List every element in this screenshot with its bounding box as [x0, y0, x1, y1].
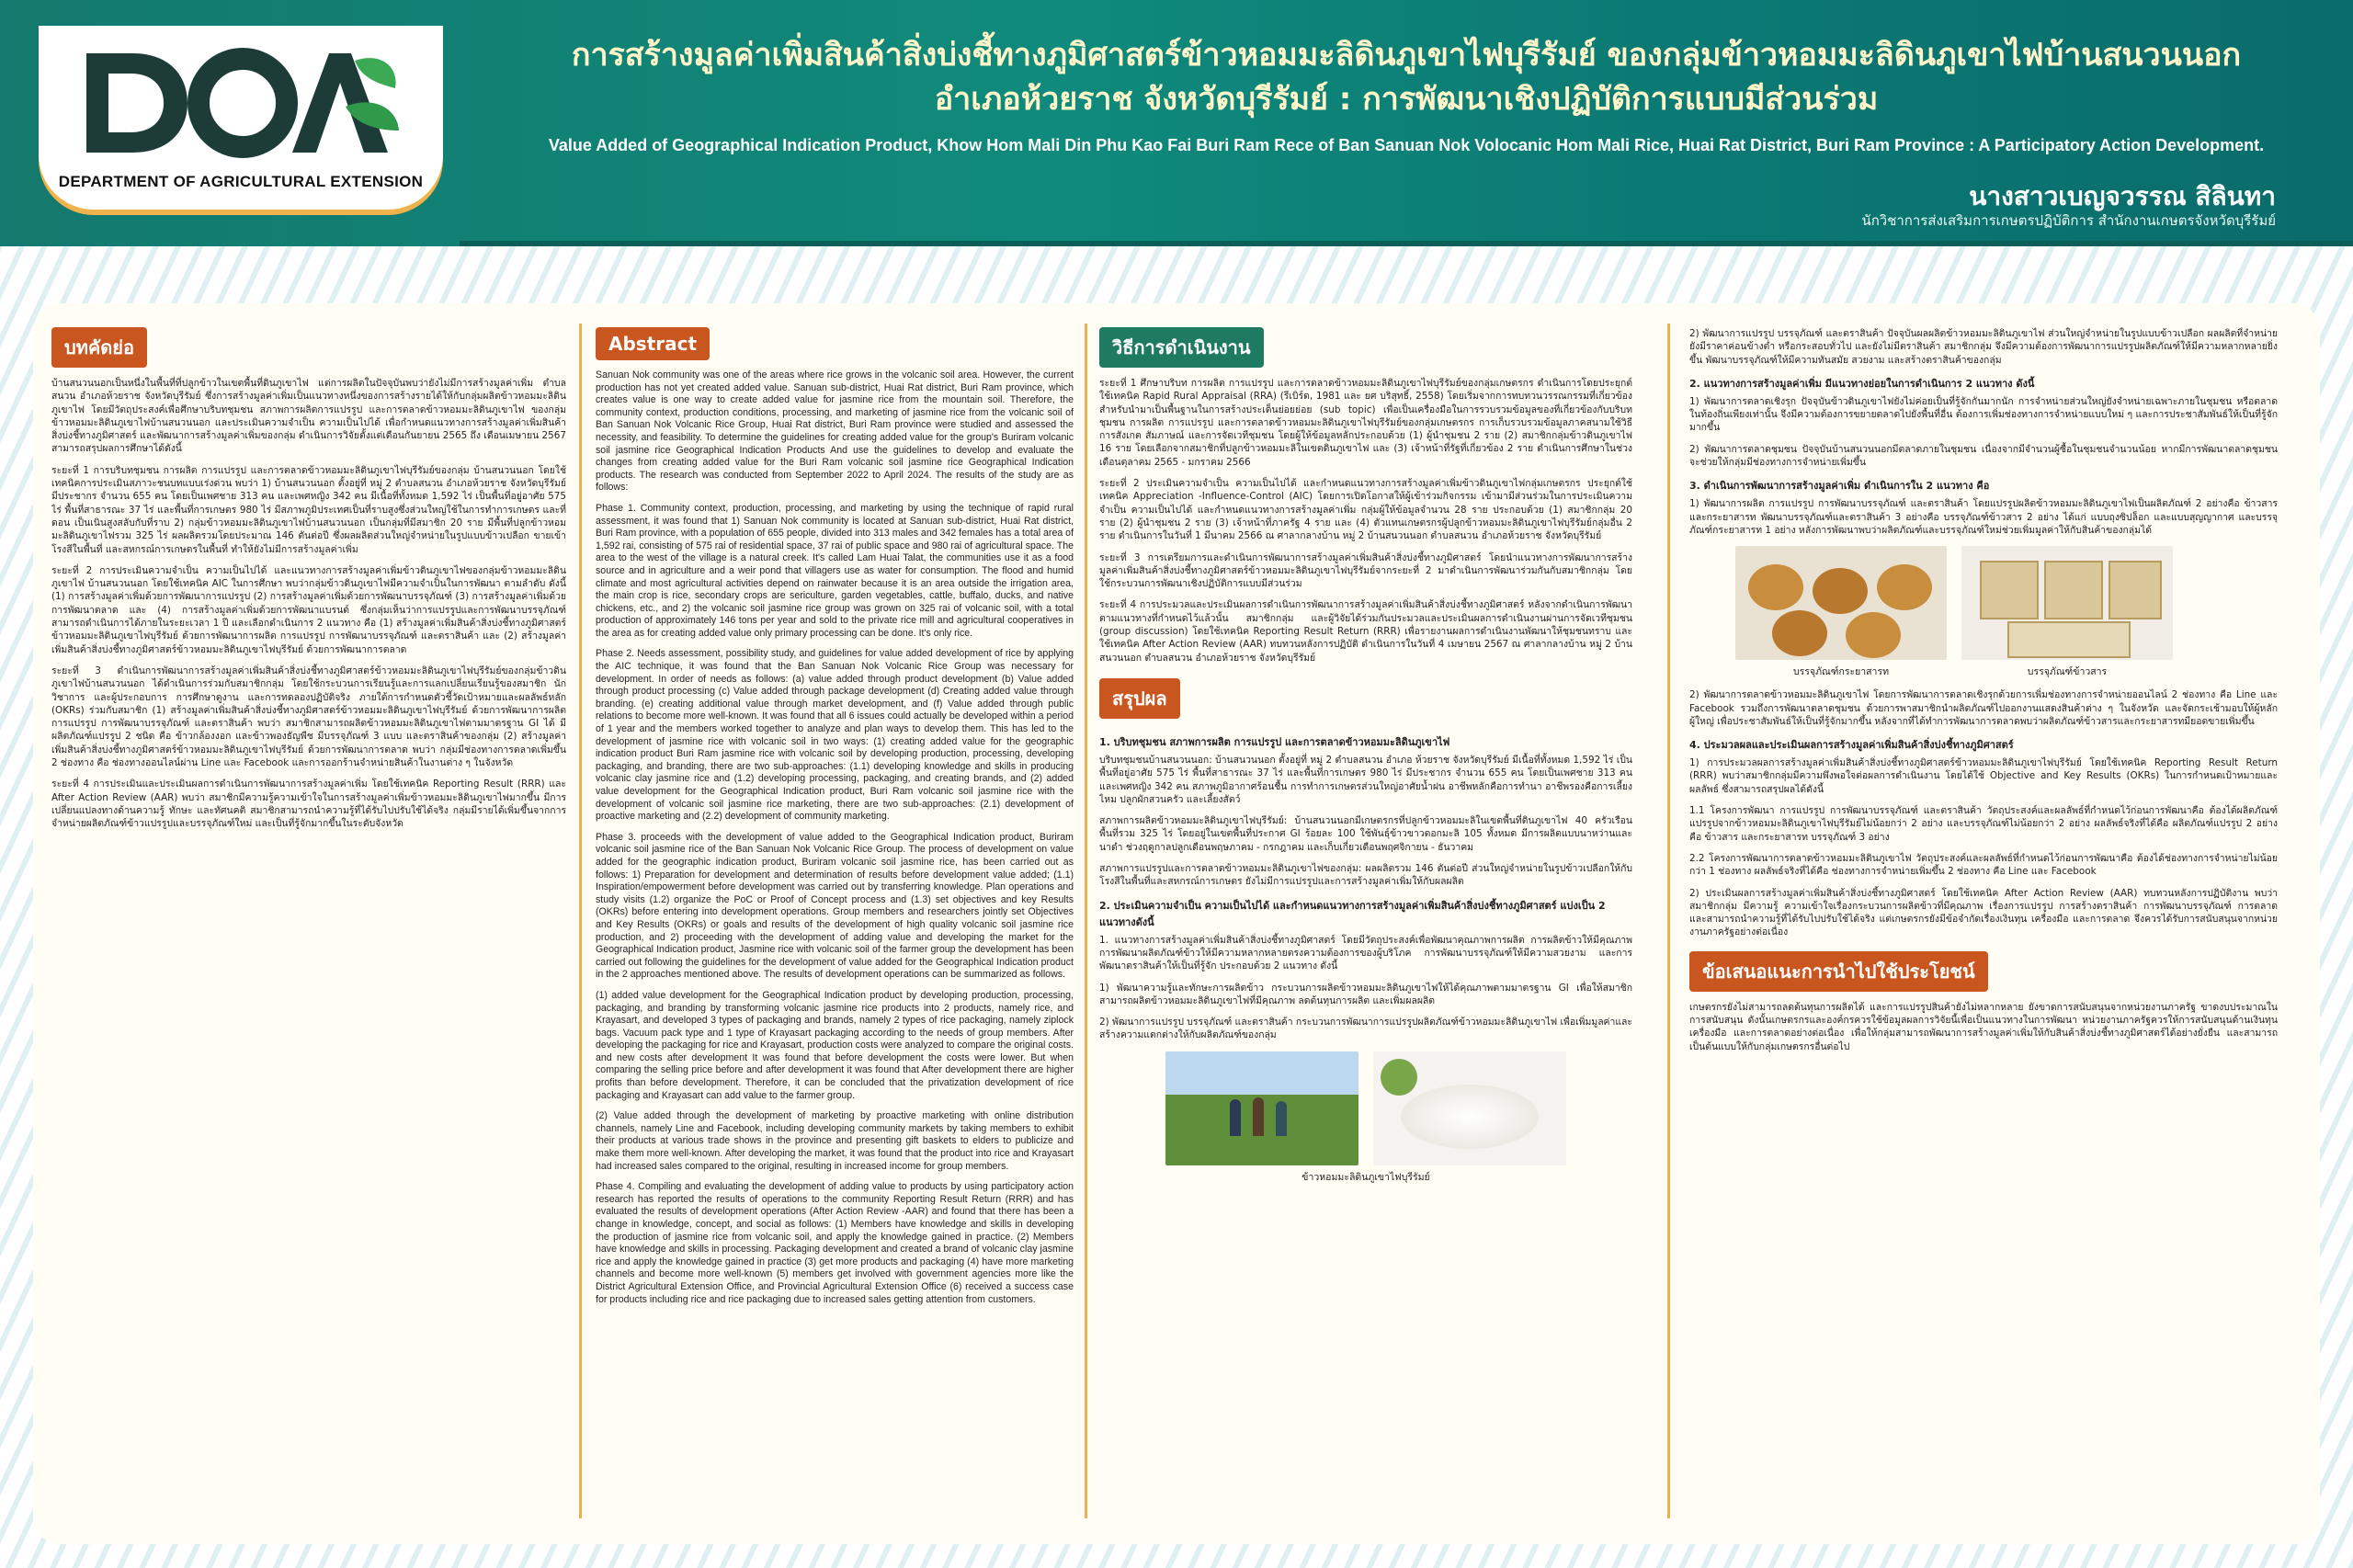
results-subheading: 3. ดำเนินการพัฒนาการสร้างมูลค่าเพิ่ม ดำเนินการใน 2 แนวทาง คือ	[1689, 480, 1990, 493]
column-divider	[1667, 324, 1670, 1518]
paragraph: ระยะที่ 2 ประเมินความจำเป็น ความเป็นไปได้ และกำหนดแนวทางการสร้างมูลค่าเพิ่มข้าวดินภูเขาไฟกลุ่มเกษตรกร ประยุกต์ใช้เทคนิค Appreciation -Influence-Control (AIC) โดยการเปิดโอกาสให้ผู้เข้าร่วมกิจกรรม เข้ามามีส่วนร่วมในการประเมินความจำเป็น ความเป็นไปได้ และกำหนดแนวทางการสร้างมูลค่าเพิ่ม กลุ่มผู้ให้ข้อมูลจำนวน 28 ราย ประกอบด้วย (1) สมาชิกกลุ่ม 20 ราย (2) ผู้นำชุมชน 2 ราย (3) เจ้าหน้าที่ภาครัฐ 4 ราย และ (4) ตัวแทนเกษตรกรผู้ปลูกข้าวหอมมะลิดินภูเขาไฟบุรีรัมย์กลุ่มอื่น 2 ราย ดำเนินการในวันที่ 1 มีนาคม 2566 ณ ศาลากลางบ้าน หมู่ 2 บ้านสนวนนอก ตำบลสนวน อำเภอห้วยราช จังหวัดบุรีรัมย์	[1099, 478, 1632, 542]
paragraph: สภาพการแปรรูปและการตลาดข้าวหอมมะลิดินภูเขาไฟของกลุ่ม: ผลผลิตรวม 146 ตันต่อปี ส่วนใหญ่จำหน่ายในรูปข้าวเปลือกให้กับโรงสีในพื้นที่และสหกรณ์การเกษตร ยังไม่มีการแปรรูปและการสร้างมูลค่าเพิ่มให้กับผลผลิต	[1099, 863, 1632, 888]
package-photo-row	[1735, 546, 2278, 660]
paragraph: Phase 1. Community context, production, processing, and marketing by using the technique of rapid rural assessment, it was found that 1) Sanuan Nok community is located at Sanuan sub-district, Huai Rat district, Buri Ram province, with a population of 655 people, divided into 313 males and 342 females has a total area of 1,592 rai, consisting of 575 rai of residential space, 37 rai of public space and 980 rai of agricultural space. The area to the west of the village is a natural creek. It's called Lam Huai Talat, the communities use it as a food source and in agriculture and a weir pond that villagers use as water for consumption. The flood and humid climate and most agricultural activities depend on rainwater because it is an area outside the irrigation area, the main crop is rice, secondary crops are sericulture, garden vegetables, cattle, buffalo, ducks, and native chickens, etc., and 2) the volcanic soil jasmine rice group was grown on 325 rai of volcanic soil, with a total production of approximately 146 tons per year and sold to the private rice mill and agricultural cooperatives in the area as for creating added value only primary processing can be done. It's only rice.	[596, 502, 1074, 639]
paragraph: 2.2 โครงการพัฒนาการตลาดข้าวหอมมะลิดินภูเขาไฟ วัตถุประสงค์และผลลัพธ์ที่กำหนดไว้ก่อนการพัฒนาคือ ต้องได้ช่องทางการจำหน่ายไม่น้อยกว่า 1 ช่องทาง ผลลัพธ์จริงที่ได้คือ ช่องทางการจำหน่ายเพิ่มขึ้น 2 ช่องทาง คือ Line และ Facebook	[1689, 852, 2278, 878]
paragraph: Phase 4. Compiling and evaluating the development of adding value to products by using participatory action research has reported the results of operations to the community Reporting Result Return (RRR) and has evaluated the results of development operations (After Action Review -AAR) and found that there has been a change in knowledge, concept, and social as follows: (1) Members have knowledge and skills in developing the production of jasmine rice from volcanic soil, and apply the knowledge gained in practice. (2) Members have knowledge and skills in processing. Packaging development and created a brand of volcanic clay jasmine rice and apply the knowledge gained in practice (3) get more products and packaging (4) have more marketing channels and become more well-known (5) members get involved with government agencies more like the District Agricultural Extension Office, and Provincial Agricultural Extension Office (6) received a success case for products including rice and rice packaging due to increased sales getting attention from customers.	[596, 1181, 1074, 1305]
paragraph: 2) พัฒนาการแปรรูป บรรจุภัณฑ์ และตราสินค้า กระบวนการพัฒนาการแปรรูปผลิตภัณฑ์ข้าวหอมมะลิดินภูเขาไฟ เพื่อเพิ่มมูลค่าและสร้างความแตกต่างให้กับผลิตภัณฑ์ของกลุ่ม	[1099, 1017, 1632, 1041]
paragraph: 1) การประมวลผลการสร้างมูลค่าเพิ่มสินค้าสิ่งบ่งชี้ทางภูมิศาสตร์ข้าวหอมมะลิดินภูเขาไฟบุรีรัมย์ โดยใช้เทคนิค Reporting Result Return (RRR) พบว่าสมาชิกกลุ่มมีความพึงพอใจต่อผลการดำเนินงาน โดยได้ใช้ Objective and Key Results (OKRs) ในการกำหนดเป้าหมายและผลลัพธ์ ซึ่งสามารถสรุปผลได้ดังนี้	[1689, 757, 2278, 795]
section-heading-recommendation: ข้อเสนอแนะการนำไปใช้ประโยชน์	[1689, 951, 1988, 992]
paragraph: 1.1 โครงการพัฒนา การแปรรูป การพัฒนาบรรจุภัณฑ์ และตราสินค้า วัตถุประสงค์และผลลัพธ์ที่กำหนดไว้ก่อนการพัฒนาคือ ต้องได้ผลิตภัณฑ์แปรรูปจากข้าวหอมมะลิดินภูเขาไฟบุรีรัมย์ไม่น้อยกว่า 2 อย่าง และบรรจุภัณฑ์ไม่น้อยกว่า 2 อย่าง ผลลัพธ์จริงที่ได้คือ ผลิตภัณฑ์แปรรูป 2 อย่าง คือ ข้าวสาร และกระยาสารท บรรจุภัณฑ์ 3 อย่าง	[1689, 805, 2278, 843]
paragraph: 1. แนวทางการสร้างมูลค่าเพิ่มสินค้าสิ่งบ่งชี้ทางภูมิศาสตร์ โดยมีวัตถุประสงค์เพื่อพัฒนาคุณภาพการผลิต การผลิตข้าวให้มีคุณภาพ การพัฒนาผลิตภัณฑ์ข้าวให้มีความหลากหลายตรงความต้องการของผู้บริโภค การพัฒนาบรรจุภัณฑ์ให้มีความสวยงาม และการพัฒนาตราสินค้าให้เป็นที่รู้จัก ประกอบด้วย 2 แนวทาง ดังนี้	[1099, 934, 1632, 972]
doae-logo	[39, 26, 443, 210]
paragraph: ระยะที่ 2 การประเมินความจำเป็น ความเป็นไปได้ และแนวทางการสร้างมูลค่าเพิ่มข้าวดินภูเขาไฟของกลุ่มข้าวหอมมะลิดินภูเขาไฟ บ้านสนวนนอก โดยใช้เทคนิค AIC ในการศึกษา พบว่ากลุ่มข้าวดินภูเขาไฟมีความจำเป็นในการพัฒนา ตามลำดับ ดังนี้ (1) การสร้างมูลค่าเพิ่มด้วยการพัฒนาการแปรรูป (2) การสร้างมูลค่าเพิ่มด้วยการพัฒนาบรรจุภัณฑ์ (3) การสร้างมูลค่าเพิ่มด้วยการพัฒนาตลาด และ (4) การสร้างมูลค่าเพิ่มด้วยการพัฒนาแบรนด์ ซึ่งกลุ่มเห็นว่าการแปรรูปและการพัฒนาบรรจุภัณฑ์สามารถดำเนินการได้ภายในระยะเวลา 1 ปี และเลือกดำเนินการ 2 แนวทาง คือ (1) สร้างมูลค่าเพิ่มสินค้าสิ่งบ่งชี้ทางภูมิศาสตร์ข้าวหอมมะลิดินภูเขาไฟบุรีรัมย์ ด้วยการพัฒนาการผลิต การแปรรูป การพัฒนาบรรจุภัณฑ์ และตราสินค้า และ (2) สร้างมูลค่าเพิ่มสินค้าสิ่งบ่งชี้ทางภูมิศาสตร์ข้าวหอมมะลิดินภูเขาไฟบุรีรัมย์ ด้วยการพัฒนาการตลาด	[51, 564, 566, 655]
paragraph: ระยะที่ 1 ศึกษาบริบท การผลิต การแปรรูป และการตลาดข้าวหอมมะลิดินภูเขาไฟบุรีรัมย์ของกลุ่มเกษตรกร ดำเนินการโดยประยุกต์ใช้เทคนิค Rapid Rural Appraisal (RRA) (รีเบิร์ด, 1981 และ ยศ บริสุทธิ์, 2558) โดยเริ่มจากการทบทวนวรรณกรรมที่เกี่ยวข้องสำหรับนำมาเป็นพื้นฐานในการสร้างประเด็นย่อยย่อย (sub topic) เพื่อเป็นเครื่องมือในการรวบรวมข้อมูลของที่เกี่ยวข้องกับบริบทชุมชน การผลิต การแปรรูป และการตลาดข้าวหอมมะลิดินภูเขาไฟบุรีรัมย์ของกลุ่มเกษตรกร การเก็บรวบรวมข้อมูลภาคสนามใช้วิธีการสังเกต สัมภาษณ์ และการจัดเวทีชุมชน โดยผู้ให้ข้อมูลหลักประกอบด้วย (1) ผู้นำชุมชน 2 ราย (2) สมาชิกกลุ่มข้าวดินภูเขาไฟ 16 ราย โดยเลือกจากสมาชิกที่ปลูกข้าวหอมมะลิในเขตดินภูเขาไฟ และ (3) เจ้าหน้าที่รัฐที่เกี่ยวข้อง 2 ราย ดำเนินการศึกษาในช่วงเดือนตุลาคม 2565 - มกราคม 2566	[1099, 378, 1632, 468]
krayasart-package-photo	[1735, 546, 1947, 660]
paragraph: 2) พัฒนาการตลาดชุมชน ปัจจุบันบ้านสนวนนอกมีตลาดภายในชุมชน เนื่องจากมีจำนวนผู้ซื้อในชุมชนจำนวนน้อย หากมีการพัฒนาตลาดชุมชนจะช่วยให้กลุ่มมีช่องทางการจำหน่ายเพิ่มขึ้น	[1689, 443, 2278, 469]
paragraph: ระยะที่ 3 การเตรียมการและดำเนินการพัฒนาการสร้างมูลค่าเพิ่มสินค้าสิ่งบ่งชี้ทางภูมิศาสตร์ โดยนำแนวทางการพัฒนาการสร้างมูลค่าเพิ่มสินค้าสิ่งบ่งชี้ทางภูมิศาสตร์ข้าวหอมมะลิดินภูเขาไฟบุรีรัมย์จากระยะที่ 2 มาดำเนินการพัฒนาร่วมกันกับสมาชิกกลุ่ม โดยใช้กระบวนการพัฒนาเชิงปฏิบัติการแบบมีส่วนร่วม	[1099, 551, 1632, 590]
photo-row	[1099, 1051, 1632, 1165]
rice-grain-photo	[1373, 1051, 1566, 1165]
results-section	[1689, 327, 2278, 1522]
paragraph: Phase 3. proceeds with the development of value added to the Geographical Indication product, Buriram volcanic soil jasmine rice of the Ban Sanuan Nok Volcanic Rice Group. The process of development on value added for the geographic indication product, Buriram volcanic soil jasmine rice, has been carried out as follows: 1) Preparation for development and determination of results before development value added; (1.1) Inspiration/empowerment before development was carried out by transferring knowledge. Plan operations and study visits (1.2) organize the PoC or Proof of Concept process and (1.3) set objectives and key Results (OKRs) before entering into development operations. Group members and researchers jointly set Objectives and Key Results (OKRs) or goals and results of the development of high quality volcanic soil jasmine rice production, and 2) proceeding with the development of adding value and developing the market for the Geographical Indication product, Jasmine rice with volcanic soil of the farmer group the development has been carried out following the guidelines for the development of value added for the Geographical Indication product in the 2 approaches mentioned above. The results of development operations can be summarized as follows.	[596, 831, 1074, 981]
section-heading-abstract-thai: บทคัดย่อ	[51, 327, 147, 368]
paragraph: 1) พัฒนาการตลาดเชิงรุก ปัจจุบันข้าวดินภูเขาไฟยังไม่ค่อยเป็นที่รู้จักกันมากนัก การจำหน่ายส่วนใหญ่ยังจำหน่ายเฉพาะภายในชุมชน หรือตลาดในท้องถิ่นเพียงเท่านั้น จึงมีความต้องการขยายตลาดไปยังพื้นที่อื่น ต้องการเพิ่มช่องทางการจำหน่ายแบบใหม่ ๆ และการประชาสัมพันธ์ให้เป็นที่รู้จักมากขึ้น	[1689, 395, 2278, 434]
package-caption-row	[1735, 664, 2278, 688]
section-heading-abstract: Abstract	[596, 327, 710, 360]
paragraph: 2) พัฒนาการตลาดข้าวหอมมะลิดินภูเขาไฟ โดยการพัฒนาการตลาดเชิงรุกด้วยการเพิ่มช่องทางการจำหน่ายออนไลน์ 2 ช่องทาง คือ Line และ Facebook รวมถึงการพัฒนาตลาดชุมชน ด้วยการพาสมาชิกนำผลิตภัณฑ์ไปออกงานแสดงสินค้าต่าง ๆ ในจังหวัด และจัดกระเช้ามอบให้ผู้หลักผู้ใหญ่ เพื่อประชาสัมพันธ์ให้เป็นที่รู้จักมากขึ้น หลังจากที่ได้ทำการพัฒนาการตลาดพบว่าผลิตภัณฑ์ข้าวสารและกระยาสารทมียอดขายเพิ่มขึ้น	[1689, 689, 2278, 727]
section-heading-summary: สรุปผล	[1099, 678, 1180, 719]
paragraph: เกษตรกรยังไม่สามารถลดต้นทุนการผลิตได้ และการแปรรูปสินค้ายังไม่หลากหลาย ยังขาดการสนับสนุนจากหน่วยงานภาครัฐ ขาดงบประมาณในการสนับสนุน ดังนั้นเกษตรกรและองค์กรควรใช้ข้อมูลผลการวิจัยนี้เพื่อเป็นแนวทางในการพัฒนา หน่วยงานภาครัฐควรให้การสนับสนุนด้านเงินทุน เครื่องมือ และการตลาดอย่างต่อเนื่อง เพื่อให้กลุ่มสามารถพัฒนาการสร้างมูลค่าเพิ่มให้กับสินค้าสิ่งบ่งชี้ทางภูมิศาสตร์ได้อย่างยั่งยืน และสามารถเป็นต้นแบบให้กับกลุ่มเกษตรกรอื่นต่อไป	[1689, 1001, 2278, 1052]
paragraph: ระยะที่ 3 ดำเนินการพัฒนาการสร้างมูลค่าเพิ่มสินค้าสิ่งบ่งชี้ทางภูมิศาสตร์ข้าวหอมมะลิดินภูเขาไฟบุรีรัมย์ของกลุ่มข้าวดินภูเขาไฟบ้านสนวนนอก ได้ดำเนินการร่วมกับสมาชิกกลุ่ม โดยใช้กระบวนการเรียนรู้และการแลกเปลี่ยนเรียนรู้ของสมาชิก นักวิชาการ และผู้ประกอบการ การศึกษาดูงาน และการทดลองปฏิบัติจริง ภายใต้การกำหนดตัวชี้วัดเป้าหมายและผลลัพธ์หลัก (OKRs) ร่วมกับสมาชิก (1) สร้างมูลค่าเพิ่มสินค้าสิ่งบ่งชี้ทางภูมิศาสตร์ข้าวหอมมะลิดินภูเขาไฟบุรีรัมย์ ด้วยการพัฒนาการผลิต การแปรรูป การพัฒนาบรรจุภัณฑ์ และตราสินค้า พบว่า สมาชิกสามารถผลิตข้าวหอมมะลิดินภูเขาไฟตามมาตรฐาน GI ได้ มีผลิตภัณฑ์แปรรูป 2 ชนิด คือ ข้าวกล้องงอก และข้าวพองธัญพืช มีบรรจุภัณฑ์ 3 แบบ และตราสินค้าของกลุ่ม (2) สร้างมูลค่าเพิ่มสินค้าสิ่งบ่งชี้ทางภูมิศาสตร์ข้าวหอมมะลิดินภูเขาไฟบุรีรัมย์ ด้วยการพัฒนาการตลาด พบว่า กลุ่มมีช่องทางการตลาดเพิ่มขึ้น 2 ช่องทาง คือ ช่องทางออนไลน์ผ่าน Line และ Facebook และการออกร้านจำหน่ายสินค้าในงานต่าง ๆ ในจังหวัด	[51, 665, 566, 769]
paragraph: บ้านสนวนนอกเป็นหนึ่งในพื้นที่ที่ปลูกข้าวในเขตพื้นที่ดินภูเขาไฟ แต่การผลิตในปัจจุบันพบว่ายังไม่มีการสร้างมูลค่าเพิ่ม ตำบลสนวน อำเภอห้วยราช จังหวัดบุรีรัมย์ ซึ่งการสร้างมูลค่าเพิ่มเป็นแนวทางหนึ่งของการสร้างรายได้ให้กับกลุ่มผลิตข้าวหอมมะลิดินภูเขาไฟ โดยมีวัตถุประสงค์เพื่อศึกษาบริบทชุมชน สภาพการผลิตการแปรรูป และการตลาดข้าวหอมมะลิดินภูเขาไฟ ของกลุ่มข้าวหอมมะลิดินภูเขาไฟบ้านสนวนนอก และประเมินความจำเป็น ความเป็นไปได้ เพื่อกำหนดแนวทางการสร้างมูลค่าเพิ่มสินค้าสิ่งบ่งชี้ทางภูมิศาสตร์ และพัฒนาการสร้างมูลค่าเพิ่มของกลุ่ม ดำเนินการวิจัยตั้งแต่เดือนกันยายน 2565 ถึง เดือนเมษายน 2567 สามารถสรุปผลการศึกษาได้ดังนี้	[51, 378, 566, 455]
paragraph: บริบทชุมชนบ้านสนวนนอก: บ้านสนวนนอก ตั้งอยู่ที่ หมู่ 2 ตำบลสนวน อำเภอ ห้วยราช จังหวัดบุรีรัมย์ มีเนื้อที่ทั้งหมด 1,592 ไร่ เป็นพื้นที่อยู่อาศัย 575 ไร่ พื้นที่สาธารณะ 37 ไร่ และพื้นที่การเกษตร 980 ไร่ มีประชากร จำนวน 655 คน โดยเป็นเพศชาย 313 คน และเพศหญิง 342 คน สภาพภูมิอากาศร้อนชื้น การทำการเกษตรส่วนใหญ่อาศัยน้ำฝน อาชีพหลักคือการทำนา อาชีพรองคือการเลี้ยงไหม ปลูกผักสวนครัว และเลี้ยงสัตว์	[1099, 754, 1632, 805]
summary-subheading: 2. ประเมินความจำเป็น ความเป็นไปได้ และกำหนดแนวทางการสร้างมูลค่าเพิ่มสินค้าสิ่งบ่งชี้ทางภูมิศาสตร์ แบ่งเป็น 2 แนวทางดังนี้	[1099, 899, 1606, 928]
summary-subheading: 1. บริบทชุมชน สภาพการผลิต การแปรรูป และการตลาดข้าวหอมมะลิดินภูเขาไฟ	[1099, 735, 1450, 748]
title-thai-line2: อำเภอห้วยราช จังหวัดบุรีรัมย์ : การพัฒนาเชิงปฏิบัติการแบบมีส่วนร่วม	[934, 81, 1879, 118]
results-subheading: 2. แนวทางการสร้างมูลค่าเพิ่ม มีแนวทางย่อยในการดำเนินการ 2 แนวทาง ดังนี้	[1689, 377, 2035, 390]
photo-caption: บรรจุภัณฑ์ข้าวสาร	[2027, 666, 2108, 678]
method-summary-section	[1099, 327, 1632, 1522]
author-name: นางสาวเบญจวรรณ สิลินทา	[1969, 181, 2276, 211]
abstract-english-section	[596, 327, 1074, 1522]
doae-logo-mark-icon	[79, 42, 403, 162]
paragraph: 1) พัฒนาการผลิต การแปรรูป การพัฒนาบรรจุภัณฑ์ และตราสินค้า โดยแปรรูปผลิตข้าวหอมมะลิดินภูเขาไฟเป็นผลิตภัณฑ์ 2 อย่างคือ ข้าวสาร และกระยาสารท พัฒนาบรรจุภัณฑ์และตราสินค้า 3 อย่างคือ บรรจุภัณฑ์ข้าวสาร 2 อย่าง ได้แก่ แบบถุงซิปล็อก และแบบสุญญากาศ และบรรจุภัณฑ์กระยาสารท 1 อย่าง หลังการพัฒนาพบว่าผลิตภัณฑ์และบรรจุภัณฑ์ใหม่ช่วยเพิ่มมูลค่าให้กับสินค้าของกลุ่มได้	[1689, 498, 2278, 536]
paragraph: Phase 2. Needs assessment, possibility study, and guidelines for value added development of rice by applying the AIC technique, it was found that the Ban Sanuan Nok Volcanic Rice Group was necessary for development. In order of needs as follows: (a) value added through product development (b) Value added through product processing (c) Value added through package development (d) Creating added value through branding. (e) creating additional value through market development, and (f) Value added through public relations to become more well-known. It was found that all 6 issues could actually be developed within a period of 1 year and the members worked together to analyze and plan ways to develop them. This has led to the development of jasmine rice with volcanic soil in two ways: (1) creating added value for the geographic indication product Buri Ram jasmine rice with volcanic soil by developing production, processing, developing packaging, and branding, there are two sub-approaches: (1.1) developing knowledge and skills in producing volcanic clay jasmine rice and (1.2) developing processing, packaging, and creating brands, and (2) added value development for the Geographical Indication product, Buri Ram volcanic soil jasmine rice with the development of volcanic soil jasmine rice marketing, there are two sub-approaches: (2.1) development of proactive marketing and (2.2) development of community marketing.	[596, 648, 1074, 823]
column-divider	[579, 324, 582, 1518]
poster-header	[0, 0, 2353, 246]
photo-caption: บรรจุภัณฑ์กระยาสารท	[1792, 666, 1890, 678]
results-subheading: 4. ประมวลผลและประเมินผลการสร้างมูลค่าเพิ่มสินค้าสิ่งบ่งชี้ทางภูมิศาสตร์	[1689, 739, 2014, 752]
rice-field-photo	[1165, 1051, 1358, 1165]
rice-package-photo	[1961, 546, 2173, 660]
title-english: Value Added of Geographical Indication Product, Khow Hom Mali Din Phu Kao Fai Buri Ram Rece of Ban Sanuan Nok Volocanic Hom Mali Rice, Huai Rat District, Buri Ram Province : A Participatory Action Development.	[548, 136, 2265, 154]
paragraph: ระยะที่ 4 การประมวลและประเมินผลการดำเนินการพัฒนาการสร้างมูลค่าเพิ่มสินค้าสิ่งบ่งชี้ทางภูมิศาสตร์ หลังจากดำเนินการพัฒนาตามแนวทางที่กำหนดไว้แล้วนั้น สมาชิกกลุ่ม และผู้วิจัยได้ร่วมกันประมวลและประเมินผลการดำเนินงานผ่านการจัดเวทีชุมชน (group discussion) โดยใช้เทคนิค Reporting Result Return (RRR) เพื่อรายงานผลการดำเนินงานพัฒนาให้ชุมชนทราบ และใช้เทคนิค After Action Review (AAR) ทบทวนหลังการปฏิบัติ ดำเนินการในวันที่ 4 เมษายน 2567 ณ ศาลากลางบ้าน หมู่ 2 บ้านสนวนนอก ตำบลสนวน อำเภอห้วยราช จังหวัดบุรีรัมย์	[1099, 599, 1632, 664]
paragraph: (1) added value development for the Geographical Indication product by developing production, processing, packaging, and branding by transforming volcanic jasmine rice products into 2 products, namely rice, and Krayasart, and developed 3 types of packaging and brands, namely 2 types of rice packaging, namely ziplock bags. Vacuum pack type and 1 type of Krayasart packaging according to the needs of group members. After developing the packaging for rice and Krayasart, production costs were analyzed to compare the original costs. and new costs after development It was found that before development the costs were lower. But when comparing the selling price before and after development it was found that After development there are higher profits than before development. Therefore, it can be concluded that the privatization development of rice packaging and Krayasart can add value to the farmer group.	[596, 989, 1074, 1101]
paragraph: ระยะที่ 4 การประเมินและประเมินผลการดำเนินการพัฒนาการสร้างมูลค่าเพิ่ม โดยใช้เทคนิค Reporting Result (RRR) และ After Action Review (AAR) พบว่า สมาชิกมีความรู้ความเข้าใจในการสร้างมูลค่าเพิ่มข้าวหอมมะลิดินภูเขาไฟมากขึ้น มีการเปลี่ยนแปลงทางด้านความรู้ ทักษะ และทัศนคติ สมาชิกสามารถนำความรู้ที่ได้รับไปปรับใช้ได้จริง กลุ่มมีรายได้เพิ่มขึ้นจากการจำหน่ายผลิตภัณฑ์ข้าวแปรรูปและบรรจุภัณฑ์ใหม่ และเป็นที่รู้จักมากขึ้นในระดับจังหวัด	[51, 778, 566, 830]
logo-org-name: DEPARTMENT OF AGRICULTURAL EXTENSION	[58, 173, 424, 190]
paragraph: (2) Value added through the development of marketing by proactive marketing with online distribution channels, namely Line and Facebook, including developing community markets by taking members to exhibit their products at various trade shows in the province and presenting gift baskets to elders to publicize and make them more well-known. After developing the market, it was found that the product into rice and Krayasart had increased sales compared to the original, resulting in increased income for group members.	[596, 1110, 1074, 1172]
abstract-thai-section	[51, 327, 566, 1522]
paragraph: สภาพการผลิตข้าวหอมมะลิดินภูเขาไฟบุรีรัมย์: บ้านสนวนนอกมีเกษตรกรที่ปลูกข้าวหอมมะลิในเขตพื้นที่ดินภูเขาไฟ 40 ครัวเรือน พื้นที่รวม 325 ไร่ โดยอยู่ในเขตพื้นที่ประกาศ GI ร้อยละ 100 ใช้พันธุ์ข้าวขาวดอกมะลิ 105 ทั้งหมด มีการผลิตแบบนาหว่านและนาดำ ช่วงฤดูกาลปลูกเดือนพฤษภาคม - กรกฎาคม และเก็บเกี่ยวเดือนพฤศจิกายน - ธันวาคม	[1099, 815, 1632, 853]
author-affiliation: นักวิชาการส่งเสริมการเกษตรปฏิบัติการ สำนักงานเกษตรจังหวัดบุรีรัมย์	[1861, 212, 2276, 229]
paragraph: ระยะที่ 1 การบริบทชุมชน การผลิต การแปรรูป และการตลาดข้าวหอมมะลิดินภูเขาไฟบุรีรัมย์ของกลุ่ม บ้านสนวนนอก โดยใช้เทคนิคการประเมินสภาวะชนบทแบบเร่งด่วน พบว่า 1) บ้านสนวนนอก ตั้งอยู่ที่ หมู่ 2 ตำบลสนวน อำเภอห้วยราช จังหวัดบุรีรัมย์ มีประชากร จำนวน 655 คน โดยเป็นเพศชาย 313 คน และเพศหญิง 342 คน มีเนื้อที่ทั้งหมด 1,592 ไร่ เป็นพื้นที่อยู่อาศัย 575 ไร่ พื้นที่สาธารณะ 37 ไร่ และพื้นที่การเกษตร 980 ไร่ มีสภาพภูมิประเทศเป็นที่ราบสูงซึ่งส่วนใหญ่ใช้ในการทำการเกษตร และที่ดอน เป็นเนินสูงสลับกับที่ราบ 2) กลุ่มข้าวหอมมะลิดินภูเขาไฟบ้านสนวนนอก เป็นกลุ่มที่มีสมาชิก 20 ราย มีพื้นที่ปลูกข้าวหอมมะลิดินภูเขาไฟรวม 325 ไร่ ผลผลิตรวมโดยประมาณ 146 ตันต่อปี ซึ่งผลผลิตส่วนใหญ่จำหน่ายในรูปแบบข้าวเปลือก ขายเข้าโรงสีในพื้นที่ และสหกรณ์การเกษตรในพื้นที่ ทำให้ยังไม่มีการสร้างมูลค่าเพิ่ม	[51, 464, 566, 555]
column-divider	[1085, 324, 1087, 1518]
title-thai	[478, 33, 2335, 121]
paragraph: 2) พัฒนาการแปรรูป บรรจุภัณฑ์ และตราสินค้า ปัจจุบันผลผลิตข้าวหอมมะลิดินภูเขาไฟ ส่วนใหญ่จำหน่ายในรูปแบบข้าวเปลือก ผลผลิตที่จำหน่ายยังมีราคาค่อนข้างต่ำ หรือกระสอบทั่วไป และยังไม่มีตราสินค้า สมาชิกกลุ่ม จึงมีความต้องการพัฒนาการแปรรูปผลิตภัณฑ์ให้มีความหลากหลายยิ่งขึ้น พัฒนาบรรจุภัณฑ์ให้มีความทันสมัย สวยงาม และสร้างตราสินค้าของกลุ่ม	[1689, 328, 2278, 366]
section-heading-method: วิธีการดำเนินงาน	[1099, 327, 1264, 368]
paragraph: Sanuan Nok community was one of the areas where rice grows in the volcanic soil area. However, the current production has not yet created added value. Sanuan sub-district, Huai Rat district, Buri Ram province, which creates value is one way to create added value for jasmine rice from the mountain soil. Therefore, the community context, production conditions, processing, and marketing of jasmine rice from the volcanic soil of Ban Sanuan Nok Volcanic Rice Group, Huai Rat district, Buri Ram province were studied and assessed the necessity, and feasibility. To determine the guidelines for creating added value for the group's Buriram volcanic soil jasmine rice Geographical Indication Products And use the guidelines to develop and evaluate the changes from creating added value for the Buri Ram volcanic soil jasmine rice Geographical Indication products. The research was conducted from September 2022 to April 2024. The results of the study are as follows:	[596, 369, 1074, 494]
paragraph: 2) ประเมินผลการสร้างมูลค่าเพิ่มสินค้าสิ่งบ่งชี้ทางภูมิศาสตร์ โดยใช้เทคนิค After Action Review (AAR) ทบทวนหลังการปฏิบัติงาน พบว่า สมาชิกกลุ่ม มีความรู้ ความเข้าใจเรื่องกระบวนการผลิตข้าวที่มีคุณภาพ เรื่องการแปรรูป การสร้างตราสินค้า การพัฒนาบรรจุภัณฑ์ การตลาด และสามารถนำความรู้ที่ได้รับไปปรับใช้ได้จริง แต่เกษตรกรยังมีข้อจำกัดเรื่องเงินทุน เครื่องมือ และการตลาด จึงควรได้รับการสนับสนุนจากหน่วยงานภาครัฐอย่างต่อเนื่อง	[1689, 887, 2278, 938]
title-thai-line1: การสร้างมูลค่าเพิ่มสินค้าสิ่งบ่งชี้ทางภูมิศาสตร์ข้าวหอมมะลิดินภูเขาไฟบุรีรัมย์ ของกลุ่มข้าวหอมมะลิดินภูเขาไฟบ้านสนวนนอก	[571, 37, 2242, 74]
paragraph: 1) พัฒนาความรู้และทักษะการผลิตข้าว กระบวนการผลิตข้าวหอมมะลิดินภูเขาไฟให้ได้คุณภาพตามมาตรฐาน GI เพื่อให้สมาชิกสามารถผลิตข้าวหอมมะลิดินภูเขาไฟที่มีคุณภาพ ลดต้นทุนการผลิต และเพิ่มผลผลิต	[1099, 982, 1632, 1006]
photo-caption: ข้าวหอมมะลิดินภูเขาไฟบุรีรัมย์	[1302, 1171, 1430, 1183]
